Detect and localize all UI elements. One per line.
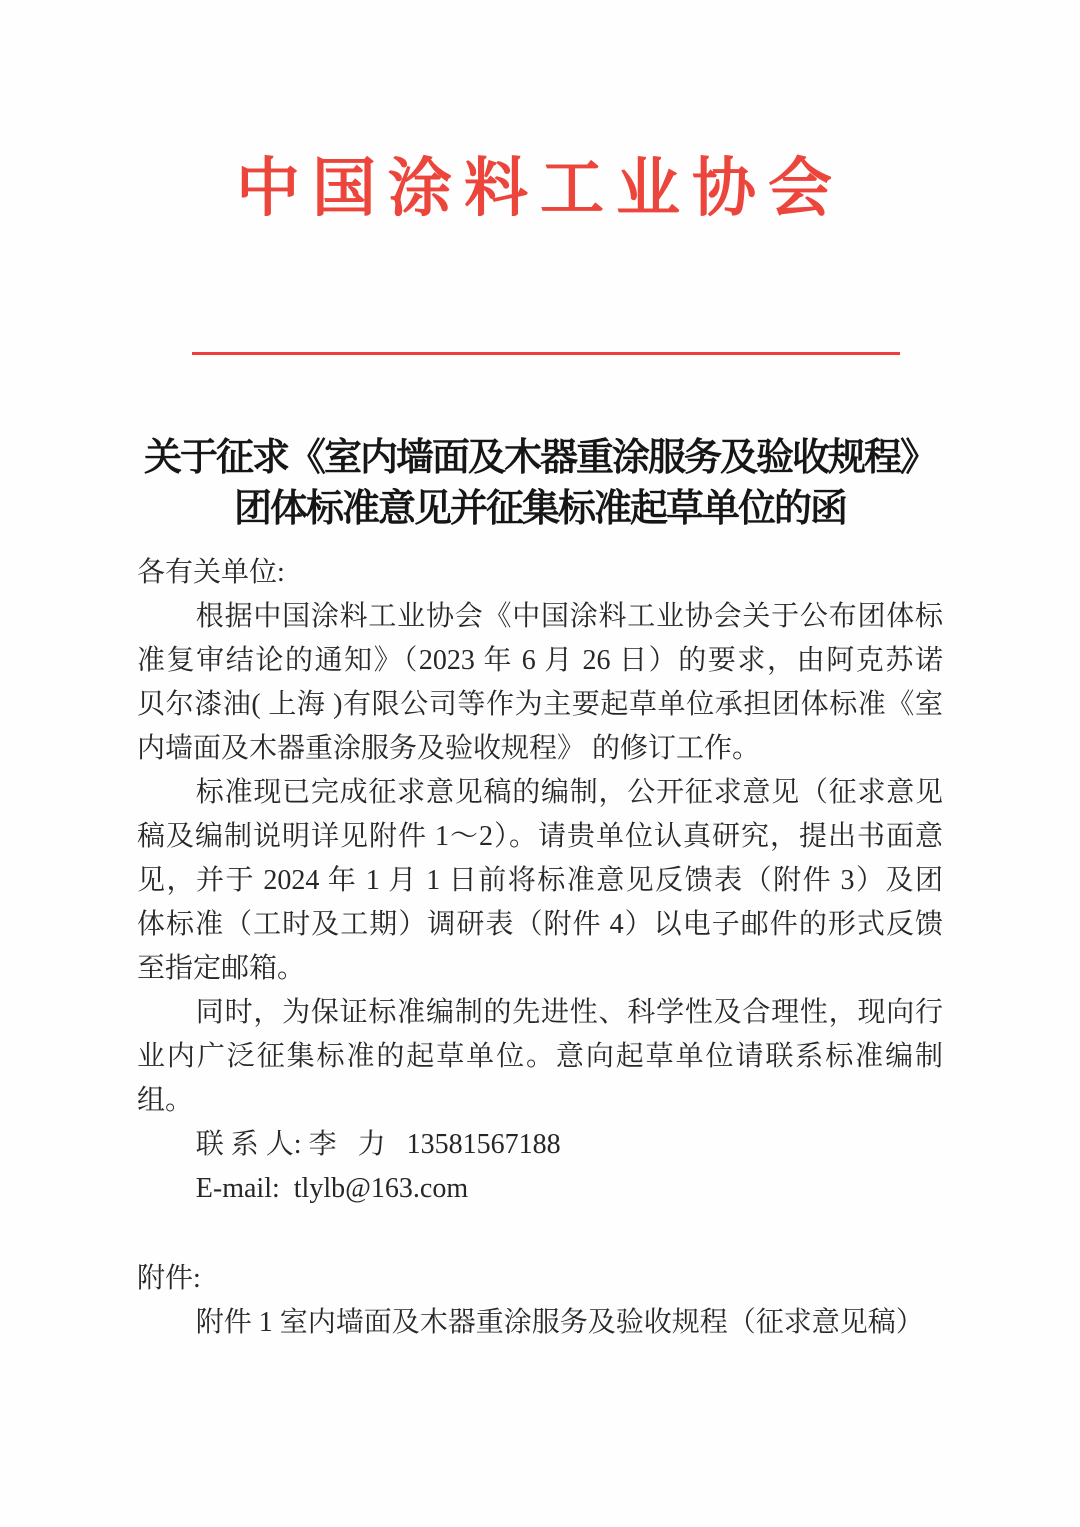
letterhead-title: 中国涂料工业协会 bbox=[236, 153, 844, 224]
body-line: 贝尔漆油( 上海 )有限公司等作为主要起草单位承担团体标准《室 bbox=[137, 689, 943, 720]
attachment-item-1: 附件 1 室内墙面及木器重涂服务及验收规程（征求意见稿） bbox=[195, 1307, 924, 1338]
contact-person-line: 联 系 人: 李 力 13581567188 bbox=[195, 1129, 561, 1160]
body-line: 根据中国涂料工业协会《中国涂料工业协会关于公布团体标 bbox=[195, 601, 943, 632]
body-line: 见，并于 2024 年 1 月 1 日前将标准意见反馈表（附件 3）及团 bbox=[137, 865, 943, 896]
body-line: 同时，为保证标准编制的先进性、科学性及合理性，现向行 bbox=[195, 997, 943, 1028]
document-body bbox=[137, 551, 943, 1345]
document-title bbox=[0, 433, 1080, 535]
document-title-line1: 关于征求《室内墙面及木器重涂服务及验收规程》 bbox=[143, 437, 936, 479]
body-line: 准复审结论的通知》（2023 年 6 月 26 日）的要求，由阿克苏诺 bbox=[137, 645, 943, 676]
body-line: 至指定邮箱。 bbox=[137, 953, 306, 984]
document-title-line2: 团体标准意见并征集标准起草单位的函 bbox=[233, 488, 846, 530]
paragraphs bbox=[137, 595, 943, 1123]
body-line: 业内广泛征集标准的起草单位。意向起草单位请联系标准编制 bbox=[137, 1041, 943, 1072]
body-line: 内墙面及木器重涂服务及验收规程》 的修订工作。 bbox=[137, 733, 761, 764]
body-line: 体标准（工时及工期）调研表（附件 4）以电子邮件的形式反馈 bbox=[137, 909, 943, 940]
attachments-label: 附件: bbox=[137, 1263, 201, 1294]
body-line: 标准现已完成征求意见稿的编制，公开征求意见（征求意见 bbox=[195, 777, 943, 808]
contact-email-line: E-mail: tlylb@163.com bbox=[195, 1173, 469, 1204]
body-line: 组。 bbox=[137, 1085, 194, 1116]
letterhead-divider-line bbox=[192, 352, 900, 355]
body-line: 稿及编制说明详见附件 1～2）。请贵单位认真研究，提出书面意 bbox=[137, 821, 943, 852]
salutation: 各有关单位: bbox=[137, 557, 285, 588]
